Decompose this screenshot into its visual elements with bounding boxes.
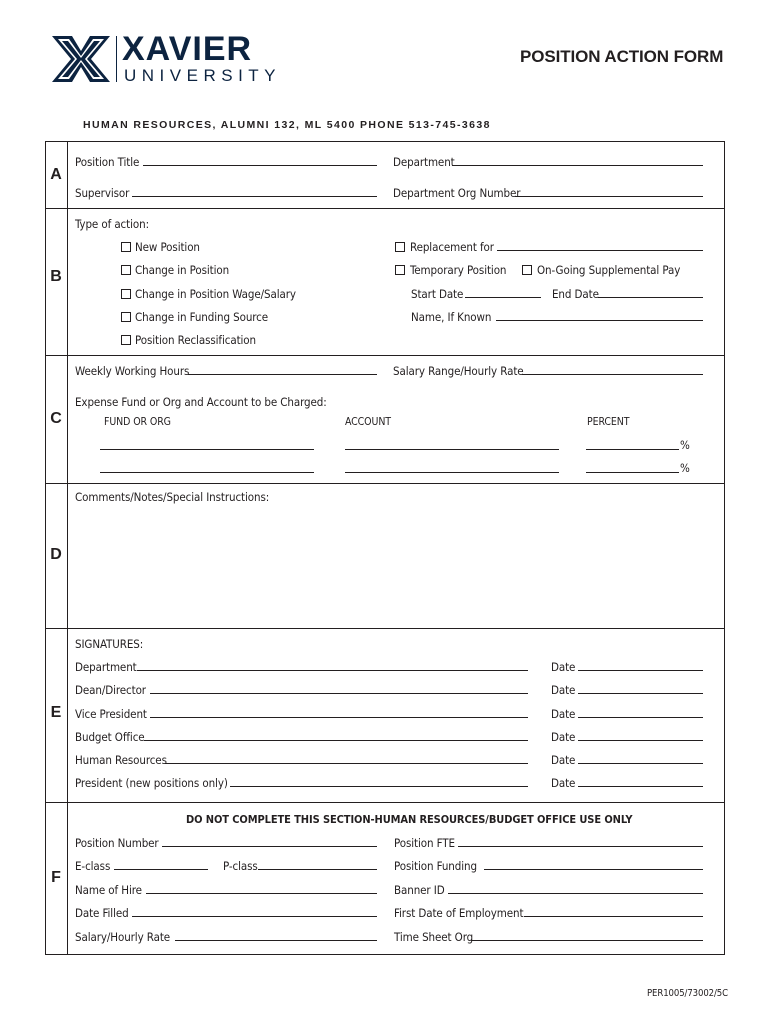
supervisor-field[interactable] xyxy=(132,196,377,197)
percent-header: PERCENT xyxy=(587,416,630,428)
section-label-b: B xyxy=(50,268,62,285)
name-of-hire-field[interactable] xyxy=(146,893,377,894)
signature-vp-date-field[interactable] xyxy=(578,717,703,718)
position-reclassification-checkbox[interactable] xyxy=(121,335,131,345)
signature-department-date-label: Date xyxy=(551,660,576,674)
signature-dean-date-field[interactable] xyxy=(578,693,703,694)
new-position-checkbox[interactable] xyxy=(121,242,131,252)
change-in-position-label: Change in Position xyxy=(135,263,230,277)
account-field-2[interactable] xyxy=(345,472,559,473)
banner-id-field[interactable] xyxy=(448,893,703,894)
logo-subtitle: UNIVERSITY xyxy=(124,66,282,85)
position-reclassification-label: Position Reclassification xyxy=(135,333,256,347)
comments-label: Comments/Notes/Special Instructions: xyxy=(75,490,270,504)
signature-vp-label: Vice President xyxy=(75,707,147,721)
start-date-label: Start Date xyxy=(411,287,464,301)
signature-department-date-field[interactable] xyxy=(578,670,703,671)
salary-rate-field[interactable] xyxy=(175,940,377,941)
percent-field-1[interactable] xyxy=(586,449,679,450)
temporary-position-label: Temporary Position xyxy=(410,263,507,277)
signature-budget-label: Budget Office xyxy=(75,730,145,744)
expense-fund-label: Expense Fund or Org and Account to be Charged: xyxy=(75,395,327,409)
name-if-known-label: Name, If Known xyxy=(411,310,492,324)
eclass-field[interactable] xyxy=(114,869,208,870)
account-header: ACCOUNT xyxy=(345,416,391,428)
ongoing-supplemental-label: On-Going Supplemental Pay xyxy=(537,263,681,277)
section-label-e: E xyxy=(50,704,62,721)
position-fte-field[interactable] xyxy=(458,846,703,847)
new-position-label: New Position xyxy=(135,240,200,254)
weekly-hours-label: Weekly Working Hours xyxy=(75,364,190,378)
weekly-hours-field[interactable] xyxy=(188,374,377,375)
comments-area[interactable] xyxy=(70,508,720,624)
replacement-for-field[interactable] xyxy=(497,250,703,251)
name-of-hire-label: Name of Hire xyxy=(75,883,142,897)
position-fte-label: Position FTE xyxy=(394,836,455,850)
change-in-funding-checkbox[interactable] xyxy=(121,312,131,322)
department-label: Department xyxy=(393,155,455,169)
hr-only-notice: DO NOT COMPLETE THIS SECTION-HUMAN RESOURCES/BUDGET OFFICE USE ONLY xyxy=(186,813,633,826)
eclass-label: E-class xyxy=(75,859,111,873)
percent-sign-2: % xyxy=(680,461,690,475)
xavier-logo xyxy=(50,30,305,86)
signature-president-label: President (new positions only) xyxy=(75,776,228,790)
pclass-field[interactable] xyxy=(258,869,377,870)
temporary-position-checkbox[interactable] xyxy=(395,265,405,275)
percent-sign-1: % xyxy=(680,438,690,452)
signature-vp-date-label: Date xyxy=(551,707,576,721)
logo-wordmark: XAVIER xyxy=(122,30,253,68)
change-in-position-wage-checkbox[interactable] xyxy=(121,289,131,299)
section-label-a: A xyxy=(50,166,62,183)
end-date-label: End Date xyxy=(552,287,599,301)
form-title: POSITION ACTION FORM xyxy=(520,47,724,66)
replacement-for-label: Replacement for xyxy=(410,240,494,254)
fund-or-org-field-1[interactable] xyxy=(100,449,314,450)
signature-budget-field[interactable] xyxy=(144,740,528,741)
salary-rate-label: Salary/Hourly Rate xyxy=(75,930,171,944)
time-sheet-org-label: Time Sheet Org xyxy=(394,930,474,944)
time-sheet-org-field[interactable] xyxy=(471,940,703,941)
department-org-number-label: Department Org Number xyxy=(393,186,521,200)
signature-department-label: Department xyxy=(75,660,137,674)
section-label-c: C xyxy=(50,410,62,427)
department-org-number-field[interactable] xyxy=(515,196,703,197)
salary-range-label: Salary Range/Hourly Rate xyxy=(393,364,524,378)
signature-dean-label: Dean/Director xyxy=(75,683,146,697)
percent-field-2[interactable] xyxy=(586,472,679,473)
xavier-x-mark-icon xyxy=(50,34,112,84)
salary-range-field[interactable] xyxy=(522,374,703,375)
department-field[interactable] xyxy=(452,165,703,166)
signature-hr-field[interactable] xyxy=(165,763,528,764)
signature-vp-field[interactable] xyxy=(150,717,528,718)
address-line: HUMAN RESOURCES, ALUMNI 132, ML 5400 PHONE 513-745-3638 xyxy=(83,119,491,131)
position-number-label: Position Number xyxy=(75,836,159,850)
date-filled-label: Date Filled xyxy=(75,906,129,920)
signature-hr-date-field[interactable] xyxy=(578,763,703,764)
position-funding-label: Position Funding xyxy=(394,859,477,873)
signatures-label: SIGNATURES: xyxy=(75,637,144,651)
banner-id-label: Banner ID xyxy=(394,883,445,897)
fund-or-org-header: FUND OR ORG xyxy=(104,416,171,428)
position-number-field[interactable] xyxy=(162,846,377,847)
position-funding-field[interactable] xyxy=(484,869,703,870)
first-date-label: First Date of Employment xyxy=(394,906,524,920)
date-filled-field[interactable] xyxy=(132,916,377,917)
end-date-field[interactable] xyxy=(598,297,703,298)
replacement-for-checkbox[interactable] xyxy=(395,242,405,252)
start-date-field[interactable] xyxy=(465,297,541,298)
section-label-d: D xyxy=(50,546,62,563)
account-field-1[interactable] xyxy=(345,449,559,450)
signature-president-date-label: Date xyxy=(551,776,576,790)
signature-budget-date-field[interactable] xyxy=(578,740,703,741)
supervisor-label: Supervisor xyxy=(75,186,130,200)
signature-dean-date-label: Date xyxy=(551,683,576,697)
position-title-label: Position Title xyxy=(75,155,140,169)
pclass-label: P-class xyxy=(223,859,258,873)
signature-hr-label: Human Resources xyxy=(75,753,167,767)
change-in-funding-label: Change in Funding Source xyxy=(135,310,269,324)
position-title-field[interactable] xyxy=(143,165,377,166)
signature-president-date-field[interactable] xyxy=(578,786,703,787)
name-if-known-field[interactable] xyxy=(496,320,703,321)
signature-department-field[interactable] xyxy=(137,670,528,671)
form-code: PER1005/73002/5C xyxy=(647,988,728,999)
change-in-position-wage-label: Change in Position Wage/Salary xyxy=(135,287,296,301)
change-in-position-checkbox[interactable] xyxy=(121,265,131,275)
type-of-action-label: Type of action: xyxy=(75,217,149,231)
ongoing-supplemental-checkbox[interactable] xyxy=(522,265,532,275)
signature-budget-date-label: Date xyxy=(551,730,576,744)
fund-or-org-field-2[interactable] xyxy=(100,472,314,473)
first-date-field[interactable] xyxy=(524,916,703,917)
section-label-f: F xyxy=(51,869,61,886)
signature-hr-date-label: Date xyxy=(551,753,576,767)
signature-president-field[interactable] xyxy=(230,786,528,787)
signature-dean-field[interactable] xyxy=(150,693,528,694)
